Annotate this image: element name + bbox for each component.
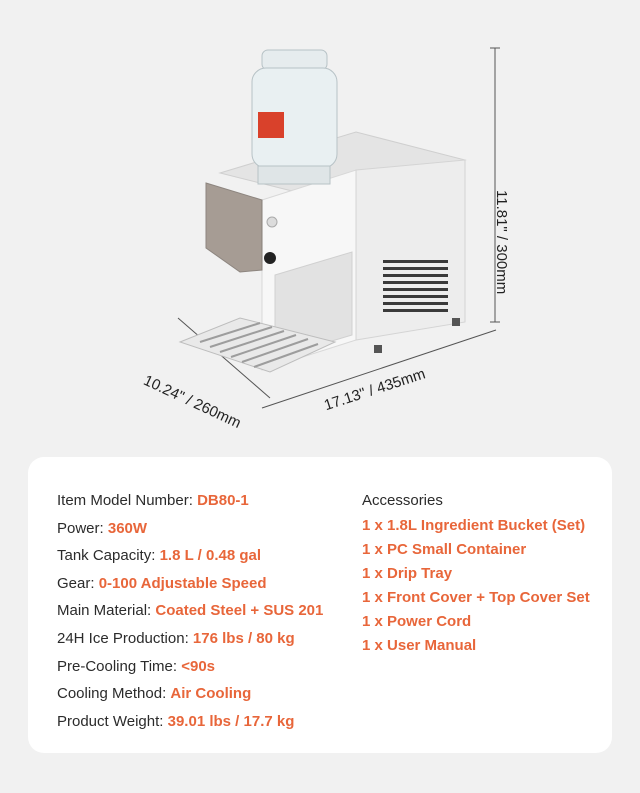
spec-row-material [57,597,323,625]
bottle-label [258,112,284,138]
spec-row-weight [57,708,323,736]
accessory-item: 1 x PC Small Container [362,541,527,558]
spec-label: Tank Capacity: [57,547,156,565]
accessory-item: 1 x Power Cord [362,613,472,630]
spec-label: Gear: [57,574,95,592]
spec-row-ice-production [57,625,323,653]
spec-value: Air Cooling [170,685,252,703]
spec-row-pre-cooling [57,653,323,681]
height-dimension-label: 11.81" / 300mm [493,190,510,295]
accessories-list [362,487,590,658]
width-dimension-label: 17.13" / 435mm [322,365,428,415]
speed-knob [264,252,276,264]
accessory-item: 1 x Drip Tray [362,565,453,582]
accessory-item: 1 x 1.8L Ingredient Bucket (Set) [362,517,586,534]
spec-label: Product Weight: [57,712,164,730]
depth-dimension-label: 10.24" / 260mm [140,372,244,432]
spec-value: <90s [181,657,216,675]
spec-row-power [57,515,323,543]
spec-row-tank-capacity [57,542,323,570]
accessories-title: Accessories [362,492,443,509]
specifications-card [28,457,612,753]
spec-row-gear [57,570,323,598]
spec-row-cooling-method [57,680,323,708]
spec-row-model [57,487,323,515]
spec-list [57,487,323,735]
spec-label: Item Model Number: [57,492,193,509]
spec-label: Main Material: [57,602,152,620]
spec-value: 0-100 Adjustable Speed [98,574,267,592]
accessory-item: 1 x Front Cover + Top Cover Set [362,589,590,606]
spec-value: 360W [107,519,148,537]
spec-label: Cooling Method: [57,685,167,703]
spec-value: DB80-1 [197,492,249,509]
accessory-item: 1 x User Manual [362,637,477,654]
spec-label: Pre-Cooling Time: [57,657,178,675]
ingredient-bottle [252,50,337,184]
spec-value: 176 lbs / 80 kg [192,629,295,647]
spec-value: 1.8 L / 0.48 gal [159,547,262,565]
spec-value: 39.01 lbs / 17.7 kg [167,712,295,730]
spec-value: Coated Steel + SUS 201 [155,602,324,620]
spec-label: 24H Ice Production: [57,629,189,647]
spec-label: Power: [57,519,104,537]
